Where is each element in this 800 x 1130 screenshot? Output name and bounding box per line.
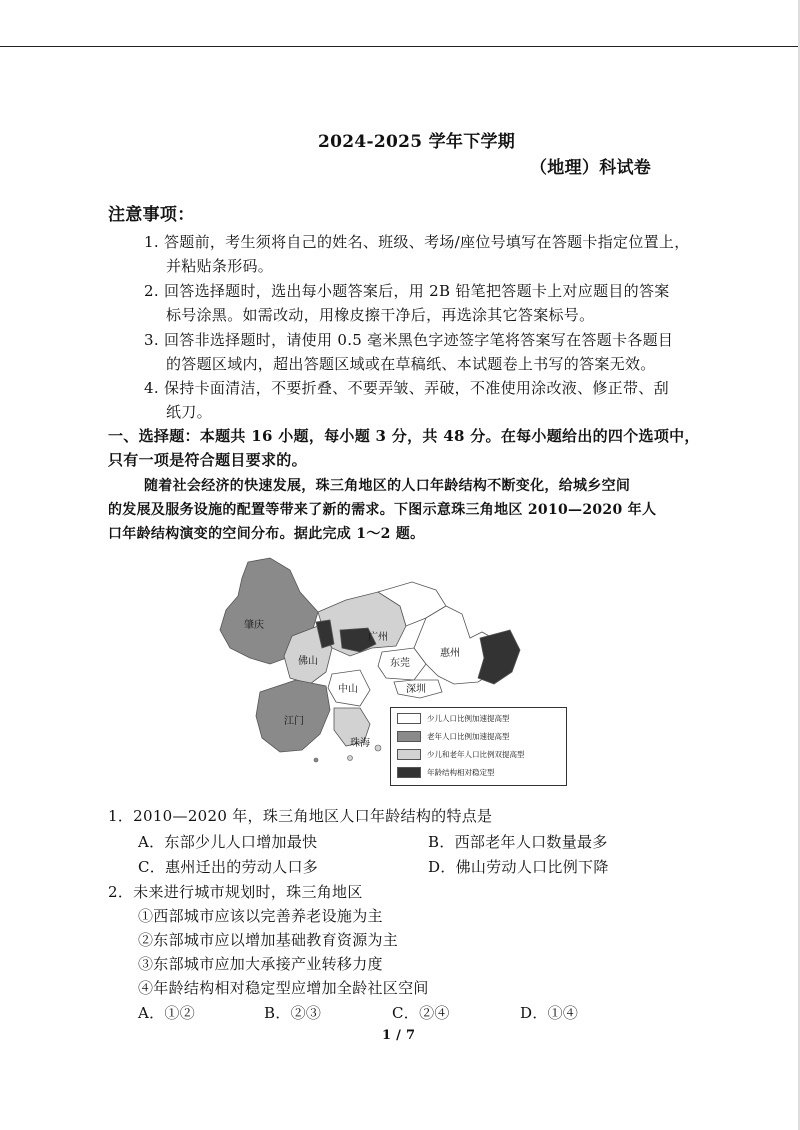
city-label-zhuhai: 珠海 — [350, 738, 370, 749]
notice-line: 标号涂黑。如需改动，用橡皮擦干净后，再选涂其它答案标号。 — [166, 306, 595, 324]
legend-label: 少儿和老年人口比例双提高型 — [427, 749, 525, 759]
page-number: 1 / 7 — [382, 1028, 416, 1043]
notice-line: 纸刀。 — [166, 403, 212, 421]
region-huizhou-east — [478, 630, 520, 684]
map-legend — [390, 707, 567, 786]
question-2-statement: ②东部城市应以增加基础教育资源为主 — [138, 931, 399, 949]
city-label-huizhou: 惠州 — [440, 648, 460, 659]
question-1-option-b: B．西部老年人口数量最多 — [428, 833, 608, 851]
city-label-guangzhou: 广州 — [368, 632, 388, 643]
notice-line: 1. 答题前，考生须将自己的姓名、班级、考场/座位号填写在答题卡指定位置上， — [144, 233, 690, 251]
notice-line: 2. 回答选择题时，选出每小题答案后，用 2B 铅笔把答题卡上对应题目的答案 — [144, 282, 670, 300]
city-label-zhaoqing: 肇庆 — [244, 620, 264, 631]
notice-line: 3. 回答非选择题时，请使用 0.5 毫米黑色字迹签字笔将答案写在答题卡各题目 — [144, 331, 674, 349]
notice-line: 4. 保持卡面清洁，不要折叠、不要弄皱、弄破，不准使用涂改液、修正带、刮 — [144, 379, 669, 397]
question-2-option-b: B．②③ — [264, 1004, 322, 1022]
city-label-foshan: 佛山 — [298, 656, 318, 667]
question-2-option-d: D．①④ — [520, 1004, 579, 1022]
legend-swatch — [397, 731, 421, 742]
notice-line: 的答题区域内，超出答题区域或在草稿纸、本试题卷上书写的答案无效。 — [166, 355, 656, 373]
question-2-option-c: C．②④ — [392, 1004, 450, 1022]
question-1-option-a: A．东部少儿人口增加最快 — [138, 833, 318, 851]
legend-label: 少儿人口比例加速提高型 — [427, 713, 510, 723]
question-2-option-a: A．①② — [138, 1004, 196, 1022]
notice-line: 并粘贴条形码。 — [166, 257, 274, 275]
legend-item — [397, 729, 510, 743]
passage-line: 口年龄结构演变的空间分布。据此完成 1～2 题。 — [108, 526, 425, 542]
exam-title: 2024-2025 学年下学期 — [318, 132, 516, 152]
question-1-stem: 1．2010—2020 年，珠三角地区人口年龄结构的特点是 — [108, 807, 493, 825]
legend-swatch — [397, 767, 421, 778]
legend-item — [397, 711, 510, 725]
legend-label: 老年人口比例加速提高型 — [427, 731, 510, 741]
legend-item — [397, 765, 495, 779]
passage-line: 随着社会经济的快速发展，珠三角地区的人口年龄结构不断变化，给城乡空间 — [144, 478, 631, 494]
question-1-option-c: C．惠州迁出的劳动人口多 — [138, 858, 319, 876]
notice-heading: 注意事项： — [108, 205, 195, 225]
question-2-statement: ①西部城市应该以完善养老设施为主 — [138, 907, 383, 925]
city-label-zhongshan: 中山 — [338, 684, 358, 695]
city-label-shenzhen: 深圳 — [406, 684, 426, 695]
legend-item — [397, 747, 525, 761]
question-1-option-d: D．佛山劳动人口比例下降 — [428, 858, 609, 876]
section-heading: 一、选择题：本题共 16 小题，每小题 3 分，共 48 分。在每小题给出的四个选项中， — [108, 427, 700, 445]
legend-label: 年龄结构相对稳定型 — [427, 767, 495, 777]
question-2-statement: ④年龄结构相对稳定型应增加全龄社区空间 — [138, 979, 429, 997]
legend-swatch — [397, 749, 421, 760]
city-label-jiangmen: 江门 — [284, 716, 304, 727]
exam-subtitle: （地理）科试卷 — [530, 158, 652, 178]
question-2-stem: 2．未来进行城市规划时，珠三角地区 — [108, 883, 363, 901]
legend-swatch — [397, 713, 421, 724]
section-heading-cont: 只有一项是符合题目要求的。 — [108, 451, 307, 469]
top-rule — [0, 46, 800, 47]
passage-line: 的发展及服务设施的配置等带来了新的需求。下图示意珠三角地区 2010—2020 年人 — [108, 502, 657, 518]
city-label-dongguan: 东莞 — [390, 658, 410, 669]
question-2-statement: ③东部城市应加大承接产业转移力度 — [138, 955, 383, 973]
